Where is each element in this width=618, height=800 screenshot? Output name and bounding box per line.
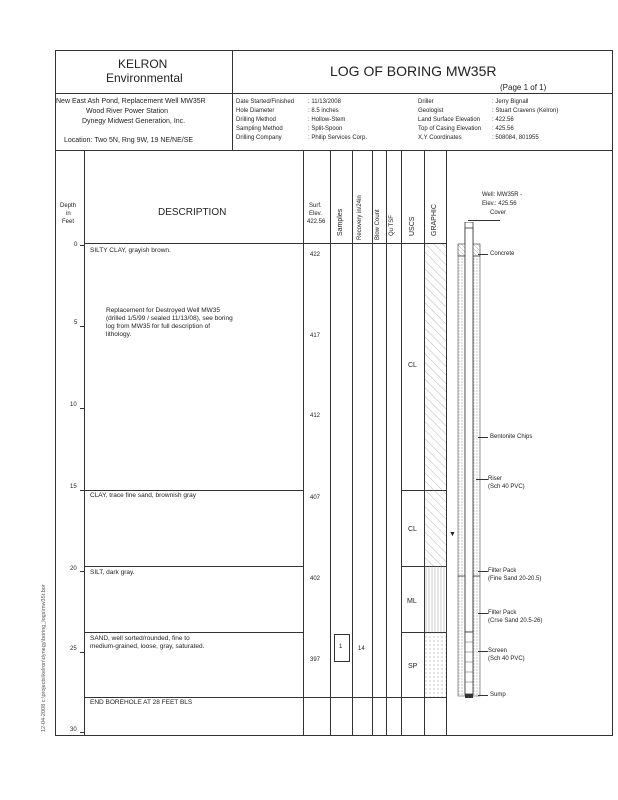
drill-value: : Hollow-Stem (308, 117, 346, 123)
col-div-qu (401, 150, 402, 735)
elev-tick-label: 417 (310, 333, 321, 339)
frame-right (612, 50, 613, 736)
person-label: Land Surface Elevation (418, 117, 481, 123)
depth-tick (80, 245, 84, 246)
well-label-screen: Screen (488, 648, 508, 654)
uscs-code: CL (408, 526, 417, 533)
well-elevation: Elev.: 425.56 (482, 201, 517, 207)
graphic-header: GRAPHIC (431, 204, 438, 236)
description-header: DESCRIPTION (158, 207, 227, 218)
col-div-depth (84, 150, 85, 735)
elev-tick-label: 422 (310, 252, 321, 258)
col-div-elev (330, 150, 331, 735)
drill-label: Drilling Method (236, 117, 277, 123)
side-file-path: 12-04-2008 c:\projects\kelron\dynegy\boring_logs\mw35r.bor (41, 584, 47, 732)
depth-tick (80, 571, 84, 572)
project-line-2: Wood River Power Station (86, 108, 168, 115)
graphic-sand (425, 632, 446, 697)
graphic-silt (425, 566, 446, 632)
end-borehole: END BOREHOLE AT 28 FEET BLS (90, 699, 193, 706)
page-title: LOG OF BORING MW35R (330, 63, 497, 79)
drill-label: Sampling Method (236, 126, 283, 132)
drill-value: : Philip Services Corp. (308, 135, 368, 141)
frame-top (55, 50, 613, 51)
depth-tick (80, 408, 84, 409)
col-div-samples (352, 150, 353, 735)
person-label: Driller (418, 99, 434, 105)
layer-boundary (84, 697, 446, 698)
drill-value: : 8.5 inches (308, 108, 339, 114)
leader-screen (478, 651, 488, 652)
layer-note: log from MW35 for full description of (106, 323, 211, 330)
page-number: (Page 1 of 1) (500, 83, 547, 92)
well-diagram (455, 222, 485, 702)
col-div-graphic (446, 150, 447, 735)
layer-note: (drilled 1/5/99 / sealed 11/13/08), see boring (106, 315, 233, 322)
layer-boundary (84, 632, 304, 633)
layer-boundary (84, 566, 304, 567)
depth-tick-label: 20 (70, 566, 77, 572)
well-sump (465, 694, 473, 698)
frame-left (55, 50, 56, 736)
drill-value: : Split-Spoon (308, 126, 343, 132)
well-cover-leader (468, 220, 500, 221)
company-name: KELRON (118, 57, 168, 71)
well-riser (465, 228, 473, 632)
person-label: Top of Casing Elevation (418, 126, 482, 132)
header-divider-vertical (232, 50, 233, 150)
frame-bottom (55, 735, 613, 736)
well-label-screen-spec: (Sch 40 PVC) (488, 656, 525, 662)
elev-tick-label: 397 (310, 657, 321, 663)
layer-note: lithology. (106, 331, 132, 338)
depth-tick-label: 5 (74, 320, 78, 326)
depth-header-3: Feet (62, 219, 75, 225)
project-line-3: Dynegy Midwest Generation, Inc. (82, 118, 186, 125)
elev-header-1: Surf. (309, 203, 322, 209)
well-label-riser-spec: (Sch 40 PVC) (488, 484, 525, 490)
well-bentonite-right (473, 256, 480, 576)
header-bottom (55, 150, 613, 151)
well-cover-label: Cover (490, 210, 507, 216)
layer-description: SILT, dark gray. (90, 569, 135, 576)
well-filter-right (473, 576, 480, 696)
well-label-filter-coarse: Filter Pack (488, 610, 517, 616)
sample-number: 1 (339, 644, 343, 650)
layer-description: SILTY CLAY, grayish brown. (90, 247, 171, 254)
uscs-code: ML (407, 598, 417, 605)
elev-header-3: 422.56 (307, 219, 326, 225)
person-value: : 425.56 (492, 126, 514, 132)
well-screen (465, 632, 473, 694)
well-label-filter-fine: Filter Pack (488, 568, 517, 574)
layer-description: CLAY, trace fine sand, brownish gray (90, 492, 196, 499)
layer-description: medium-grained, loose, gray, saturated. (90, 643, 205, 650)
person-label: X,Y Coordinates (418, 135, 462, 141)
leader-filter-coarse (478, 613, 488, 614)
person-value: : 422.56 (492, 117, 514, 123)
drill-label: Hole Diameter (236, 108, 275, 114)
uscs-code: CL (408, 362, 417, 369)
layer-boundary (84, 490, 304, 491)
leader-concrete (478, 254, 488, 255)
well-label-filter-coarse-spec: (Crse Sand 20.5-26) (488, 618, 543, 624)
well-label-concrete: Concrete (490, 251, 515, 257)
layer-note: Replacement for Destroyed Well MW35 (106, 307, 221, 314)
depth-tick-label: 15 (70, 484, 77, 490)
header-divider-horizontal (55, 93, 613, 94)
col-header-bottom (84, 243, 446, 244)
person-value: : 508084, 801955 (492, 135, 539, 141)
depth-header-2: in (66, 211, 71, 217)
graphic-clay (425, 490, 446, 566)
leader-sump (478, 695, 488, 696)
drill-value: : 11/13/2008 (308, 99, 341, 105)
samples-header: Samples (337, 208, 344, 236)
well-bentonite-left (458, 256, 465, 576)
depth-tick-label: 30 (70, 727, 77, 733)
uscs-header: USCS (409, 216, 416, 236)
company-subtitle: Environmental (106, 71, 183, 85)
depth-tick-label: 10 (70, 402, 77, 408)
graphic-clay (425, 244, 446, 490)
uscs-code: SP (408, 663, 418, 670)
depth-tick-label: 0 (74, 242, 78, 248)
person-value: : Stuart Cravens (Kelron) (492, 108, 559, 114)
col-div-desc (303, 150, 304, 735)
elev-tick-label: 412 (310, 413, 321, 419)
col-div-blow (386, 150, 387, 735)
col-div-recovery (372, 150, 373, 735)
elev-header-2: Elev. (309, 211, 322, 217)
depth-tick (80, 326, 84, 327)
well-label-riser: Riser (488, 476, 503, 482)
well-title: Well: MW35R - (482, 192, 523, 198)
depth-header-1: Depth (60, 203, 77, 209)
graphic-log-column (425, 244, 446, 698)
drill-label: Date Started/Finished (236, 99, 295, 105)
blow-count-header: Blow Count (375, 209, 381, 240)
project-line-1: New East Ash Pond, Replacement Well MW35R (56, 98, 206, 105)
leader-bentonite (478, 437, 488, 438)
well-label-bentonite: Bentonite Chips (490, 434, 533, 440)
water-table-icon: ▼ (449, 531, 456, 538)
depth-tick (80, 732, 84, 733)
leader-filter-fine (478, 571, 488, 572)
person-label: Geologist (418, 108, 444, 114)
elev-tick-label: 402 (310, 576, 321, 582)
depth-tick-label: 25 (70, 646, 77, 652)
well-label-sump: Sump (490, 692, 506, 698)
depth-tick (80, 652, 84, 653)
sample-recovery: 14 (358, 646, 365, 652)
layer-description: SAND, well sorted/rounded, fine to (90, 635, 190, 642)
qu-header: Qu TSF (389, 215, 395, 236)
elev-tick-label: 407 (310, 495, 321, 501)
drill-label: Drilling Company (236, 135, 282, 141)
project-location: Location: Two 5N, Rng 9W, 19 NE/NE/SE (64, 137, 194, 144)
well-filter-left (458, 576, 465, 696)
well-label-filter-fine-spec: (Fine Sand 20-20.5) (488, 576, 542, 582)
person-value: : Jerry Bignall (492, 99, 529, 105)
leader-riser (476, 479, 488, 480)
